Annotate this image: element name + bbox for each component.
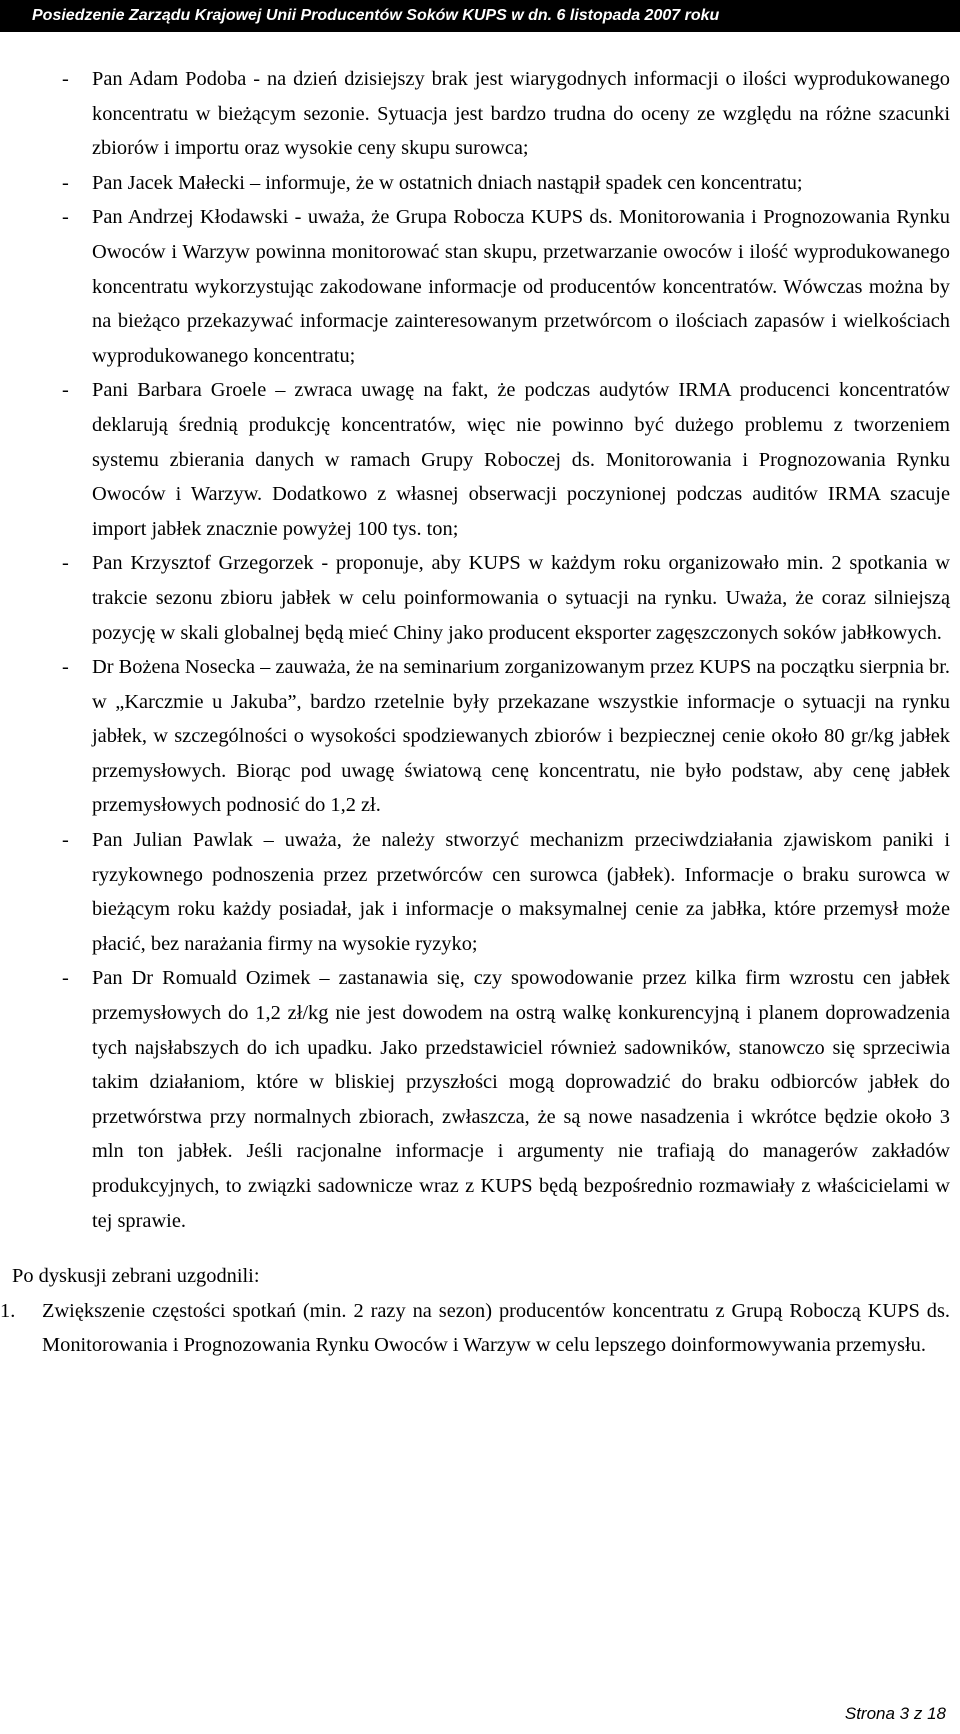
document-header [0,0,960,32]
dash-bullet: - [62,552,69,575]
statement-text: Pani Barbara Groele – zwraca uwagę na fakt, że podczas audytów IRMA producenci koncentratów deklarują średnią produkcję koncentratów, więc nie powinno być dużego problemu z tworzeniem systemu zbierania danych w ramach Grupy Roboczej ds. Monitorowania i Prognozowania Rynku Owoców i Warzyw. Dodatkowo z własnej obserwacji poczynionej podczas auditów IRMA szacuje import jabłek znacznie powyżej 100 tys. ton; [92,379,950,540]
dash-bullet: - [62,171,69,194]
agreement-section [0,1259,960,1363]
statement-text: Pan Adam Podoba - na dzień dzisiejszy brak jest wiarygodnych informacji o ilości wyprodukowanego koncentratu w bieżącym sezonie. Sytuacja jest bardzo trudna do oceny ze względu na różne szacunki zbiorów i importu oraz wysokie ceny skupu surowca; [92,68,950,160]
agreement-number: 1. [0,1299,16,1322]
statement-item-romuald-ozimek [0,961,960,1238]
dash-bullet: - [62,379,69,402]
agreement-item [0,1294,960,1363]
statement-text: Pan Dr Romuald Ozimek – zastanawia się, czy spowodowanie przez kilka firm wzrostu cen jabłek przemysłowych do 1,2 zł/kg nie jest dowodem na ostrą walkę konkurencyjną i planem doprowadzenia tych najsłabszych do ich upadku. Jako przedstawiciel również sadowników, stanowczo się sprzeciwia takim działaniom, które w bliskiej przyszłości mogą doprowadzić do braku odbiorców jabłek do przetwórstwa przy normalnych zbiorach, zwłaszcza, że są nowe nasadzenia i wkrótce będzie około 3 mln ton jabłek. Jeśli racjonalne informacje i argumenty nie trafiają do managerów zakładów produkcyjnych, to związki sadownicze wraz z KUPS będą bezpośrednio rozmawiały z właścicielami w tej sprawie. [92,967,950,1232]
statement-item-krzysztof-grzegorzek [0,546,960,650]
statement-item-jacek-malecki [0,166,960,201]
header-title: Posiedzenie Zarządu Krajowej Unii Producentów Soków KUPS w dn. 6 listopada 2007 roku [32,7,720,24]
dash-bullet: - [62,967,69,990]
document-body [0,62,960,1363]
statement-text: Pan Jacek Małecki – informuje, że w ostatnich dniach nastąpił spadek cen koncentratu; [92,171,803,194]
statement-text: Pan Krzysztof Grzegorzek - proponuje, aby KUPS w każdym roku organizowało min. 2 spotkania w trakcie sezonu zbioru jabłek w celu poinformowania o sytuacji na rynku. Uważa, że coraz silniejszą pozycję w skali globalnej będą mieć Chiny jako producent eksporter zagęszczonych soków jabłkowych. [92,552,950,644]
dash-bullet: - [62,206,69,229]
dash-bullet: - [62,656,69,679]
dash-bullet: - [62,68,69,90]
statement-item-andrzej-klodawski [0,200,960,373]
statement-text: Pan Julian Pawlak – uważa, że należy stworzyć mechanizm przeciwdziałania zjawiskom paniki i ryzykownego podnoszenia przez przetwórców cen surowca (jabłek). Informacje o braku surowca w bieżącym roku każdy posiadał, jak i informacje o maksymalnej cenie za jabłka, które przemysł może płacić, bez narażania firmy na wysokie ryzyko; [92,829,950,955]
agreement-label: Po dyskusji zebrani uzgodnili: [12,1265,260,1288]
statement-text: Pan Andrzej Kłodawski - uważa, że Grupa Robocza KUPS ds. Monitorowania i Prognozowania Rynku Owoców i Warzyw powinna monitorować stan skupu, przetwarzanie owoców i ilość wyprodukowanego koncentratu wykorzystując zakodowane informacje od producentów koncentratów. Wówczas można by na bieżąco przekazywać informacje zainteresowanym przetwórcom o ilościach zapasów i wielkościach wyprodukowanego koncentratu; [92,206,950,367]
page-number: Strona 3 z 18 [844,1704,946,1723]
statement-item-adam-podoba [0,62,960,166]
statement-text: Dr Bożena Nosecka – zauważa, że na seminarium zorganizowanym przez KUPS na początku sierpnia br. w „Karczmie u Jakuba”, bardzo rzetelnie były przekazane wszystkie informacje o sytuacji na rynku jabłek, w szczególności o wysokości spodziewanych zbiorów i bezpiecznej cenie około 80 gr/kg jabłek przemysłowych. Biorąc pod uwagę światową cenę koncentratu, nie było podstaw, aby cenę jabłek przemysłowych podnosić do 1,2 zł. [92,656,950,817]
statements-list [0,62,960,1238]
agreement-text: Zwiększenie częstości spotkań (min. 2 razy na sezon) producentów koncentratu z Grupą Roboczą KUPS ds. Monitorowania i Prognozowania Rynku Owoców i Warzyw w celu lepszego doinformowywania przemysłu. [42,1299,950,1357]
statement-item-julian-pawlak [0,823,960,961]
dash-bullet: - [62,829,69,852]
statement-item-barbara-groele [0,373,960,546]
statement-item-bozena-nosecka [0,650,960,823]
